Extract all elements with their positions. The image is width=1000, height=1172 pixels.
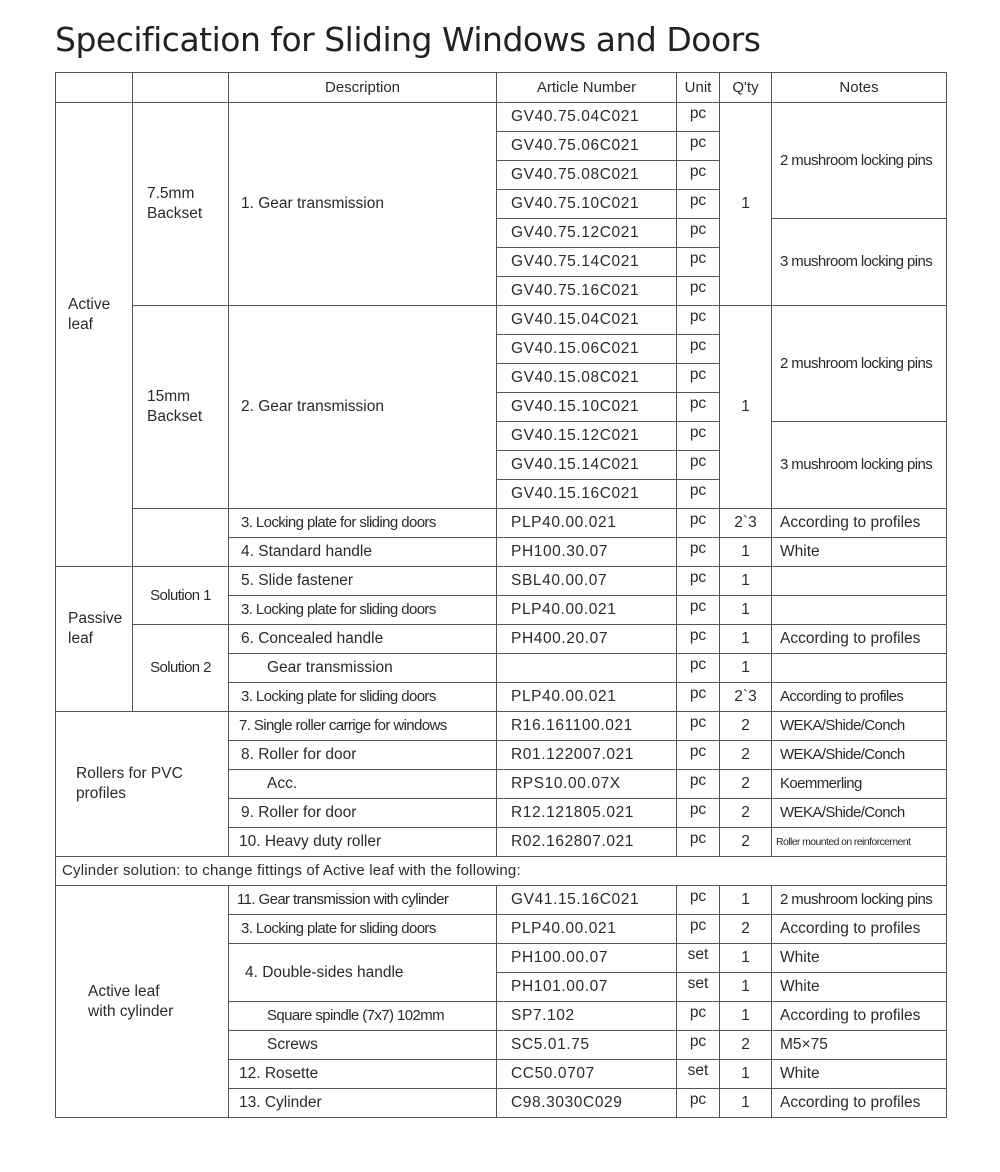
description: 12. Rosette xyxy=(229,1060,497,1089)
description: 4. Double-sides handle xyxy=(229,944,497,1002)
qty: 2 xyxy=(720,712,772,741)
gear-transmission-75-desc: 1. Gear transmission xyxy=(229,103,497,306)
table-row xyxy=(56,625,947,654)
table-row xyxy=(56,306,947,335)
notes: WEKA/Shide/Conch xyxy=(772,712,947,741)
unit: pc xyxy=(677,451,720,480)
article-number: GV40.15.14C021 xyxy=(497,451,677,480)
table-row xyxy=(56,103,947,132)
notes: According to profiles xyxy=(772,1002,947,1031)
qty: 2 xyxy=(720,770,772,799)
article-number: GV40.15.06C021 xyxy=(497,335,677,364)
unit: pc xyxy=(677,161,720,190)
article-number: SC5.01.75 xyxy=(497,1031,677,1060)
article-number: PH100.30.07 xyxy=(497,538,677,567)
description: 3. Locking plate for sliding doors xyxy=(229,596,497,625)
subsection-backset-75: 7.5mm Backset xyxy=(133,103,229,306)
qty: 1 xyxy=(720,596,772,625)
page-title: Specification for Sliding Windows and Doors xyxy=(55,20,761,59)
description: 10. Heavy duty roller xyxy=(229,828,497,857)
unit: pc xyxy=(677,654,720,683)
notes: White xyxy=(772,1060,947,1089)
unit: pc xyxy=(677,393,720,422)
blank-subsection xyxy=(133,509,229,567)
table-row xyxy=(56,509,947,538)
qty: 1 xyxy=(720,625,772,654)
description: Screws xyxy=(229,1031,497,1060)
unit: pc xyxy=(677,799,720,828)
qty: 1 xyxy=(720,1060,772,1089)
unit: pc xyxy=(677,741,720,770)
unit: pc xyxy=(677,219,720,248)
article-number: GV40.15.16C021 xyxy=(497,480,677,509)
description: Square spindle (7x7) 102mm xyxy=(229,1002,497,1031)
article-number: R12.121805.021 xyxy=(497,799,677,828)
unit: pc xyxy=(677,712,720,741)
qty: 1 xyxy=(720,103,772,306)
description: 5. Slide fastener xyxy=(229,567,497,596)
unit: pc xyxy=(677,596,720,625)
header-article-number: Article Number xyxy=(497,73,677,103)
unit: pc xyxy=(677,828,720,857)
unit: pc xyxy=(677,770,720,799)
qty: 1 xyxy=(720,1002,772,1031)
qty: 2`3 xyxy=(720,683,772,712)
notes: According to profiles xyxy=(772,625,947,654)
notes: White xyxy=(772,944,947,973)
section-active-leaf: Active leaf xyxy=(56,103,133,567)
article-number: GV40.15.04C021 xyxy=(497,306,677,335)
unit: pc xyxy=(677,306,720,335)
article-number: PLP40.00.021 xyxy=(497,915,677,944)
article-number: GV40.75.16C021 xyxy=(497,277,677,306)
description: 3. Locking plate for sliding doors xyxy=(229,683,497,712)
table-row xyxy=(56,712,947,741)
description: Gear transmission xyxy=(229,654,497,683)
article-number: C98.3030C029 xyxy=(497,1089,677,1118)
subsection-backset-15: 15mm Backset xyxy=(133,306,229,509)
header-blank-1 xyxy=(56,73,133,103)
description: 4. Standard handle xyxy=(229,538,497,567)
unit: pc xyxy=(677,683,720,712)
notes: White xyxy=(772,973,947,1002)
description: 13. Cylinder xyxy=(229,1089,497,1118)
qty: 2 xyxy=(720,741,772,770)
notes: White xyxy=(772,538,947,567)
article-number: GV40.75.14C021 xyxy=(497,248,677,277)
header-description: Description xyxy=(229,73,497,103)
notes: According to profiles xyxy=(772,1089,947,1118)
unit: pc xyxy=(677,480,720,509)
notes: WEKA/Shide/Conch xyxy=(772,799,947,828)
notes: According to profiles xyxy=(772,915,947,944)
notes: According to profiles xyxy=(772,509,947,538)
description: 9. Roller for door xyxy=(229,799,497,828)
article-number: PLP40.00.021 xyxy=(497,683,677,712)
unit: pc xyxy=(677,886,720,915)
unit: pc xyxy=(677,1002,720,1031)
header-notes: Notes xyxy=(772,73,947,103)
unit: set xyxy=(677,944,720,973)
article-number: GV41.15.16C021 xyxy=(497,886,677,915)
article-number: GV40.75.06C021 xyxy=(497,132,677,161)
article-number: PLP40.00.021 xyxy=(497,509,677,538)
notes: 3 mushroom locking pins xyxy=(772,422,947,509)
description: 6. Concealed handle xyxy=(229,625,497,654)
header-row xyxy=(56,73,947,103)
article-number: GV40.75.10C021 xyxy=(497,190,677,219)
notes: Roller mounted on reinforcement xyxy=(772,828,947,857)
qty: 1 xyxy=(720,538,772,567)
description: 3. Locking plate for sliding doors xyxy=(229,915,497,944)
header-blank-2 xyxy=(133,73,229,103)
qty: 2 xyxy=(720,828,772,857)
unit: pc xyxy=(677,422,720,451)
unit: pc xyxy=(677,248,720,277)
article-number: PH101.00.07 xyxy=(497,973,677,1002)
specification-table xyxy=(55,72,947,1118)
article-number: GV40.75.12C021 xyxy=(497,219,677,248)
description: Acc. xyxy=(229,770,497,799)
qty: 2 xyxy=(720,1031,772,1060)
unit: pc xyxy=(677,509,720,538)
article-number: GV40.75.04C021 xyxy=(497,103,677,132)
unit: pc xyxy=(677,103,720,132)
article-number: SP7.102 xyxy=(497,1002,677,1031)
notes: WEKA/Shide/Conch xyxy=(772,741,947,770)
description: 3. Locking plate for sliding doors xyxy=(229,509,497,538)
article-number: RPS10.00.07X xyxy=(497,770,677,799)
description: 8. Roller for door xyxy=(229,741,497,770)
unit: set xyxy=(677,973,720,1002)
notes: M5×75 xyxy=(772,1031,947,1060)
cylinder-solution-banner: Cylinder solution: to change fittings of Active leaf with the following: xyxy=(56,857,947,886)
unit: pc xyxy=(677,364,720,393)
unit: pc xyxy=(677,1089,720,1118)
header-qty: Q'ty xyxy=(720,73,772,103)
qty: 1 xyxy=(720,944,772,973)
notes xyxy=(772,596,947,625)
notes: 2 mushroom locking pins xyxy=(772,306,947,422)
unit: pc xyxy=(677,915,720,944)
unit: pc xyxy=(677,335,720,364)
qty: 2 xyxy=(720,915,772,944)
article-number: SBL40.00.07 xyxy=(497,567,677,596)
notes: 2 mushroom locking pins xyxy=(772,103,947,219)
subsection-solution-1: Solution 1 xyxy=(133,567,229,625)
article-number: GV40.75.08C021 xyxy=(497,161,677,190)
table-row xyxy=(56,886,947,915)
notes xyxy=(772,654,947,683)
qty: 2`3 xyxy=(720,509,772,538)
article-number: GV40.15.10C021 xyxy=(497,393,677,422)
qty: 1 xyxy=(720,886,772,915)
unit: pc xyxy=(677,1031,720,1060)
article-number: PLP40.00.021 xyxy=(497,596,677,625)
qty: 1 xyxy=(720,1089,772,1118)
qty: 1 xyxy=(720,567,772,596)
article-number: R16.161100.021 xyxy=(497,712,677,741)
description: 7. Single roller carrige for windows xyxy=(229,712,497,741)
article-number: R01.122007.021 xyxy=(497,741,677,770)
article-number: PH400.20.07 xyxy=(497,625,677,654)
subsection-solution-2: Solution 2 xyxy=(133,625,229,712)
notes: 3 mushroom locking pins xyxy=(772,219,947,306)
unit: pc xyxy=(677,132,720,161)
unit: pc xyxy=(677,277,720,306)
notes: Koemmerling xyxy=(772,770,947,799)
unit: pc xyxy=(677,625,720,654)
section-active-leaf-cylinder: Active leaf with cylinder xyxy=(56,886,229,1118)
notes xyxy=(772,567,947,596)
gear-transmission-15-desc: 2. Gear transmission xyxy=(229,306,497,509)
unit: pc xyxy=(677,538,720,567)
article-number: R02.162807.021 xyxy=(497,828,677,857)
notes: 2 mushroom locking pins xyxy=(772,886,947,915)
unit: pc xyxy=(677,190,720,219)
notes: According to profiles xyxy=(772,683,947,712)
article-number: CC50.0707 xyxy=(497,1060,677,1089)
unit: pc xyxy=(677,567,720,596)
qty: 1 xyxy=(720,973,772,1002)
section-rollers: Rollers for PVC profiles xyxy=(56,712,229,857)
header-unit: Unit xyxy=(677,73,720,103)
article-number: GV40.15.12C021 xyxy=(497,422,677,451)
section-passive-leaf: Passive leaf xyxy=(56,567,133,712)
article-number: GV40.15.08C021 xyxy=(497,364,677,393)
qty: 2 xyxy=(720,799,772,828)
article-number xyxy=(497,654,677,683)
description: 11. Gear transmission with cylinder xyxy=(229,886,497,915)
article-number: PH100.00.07 xyxy=(497,944,677,973)
qty: 1 xyxy=(720,654,772,683)
unit: set xyxy=(677,1060,720,1089)
table-row xyxy=(56,857,947,886)
table-row xyxy=(56,567,947,596)
qty: 1 xyxy=(720,306,772,509)
